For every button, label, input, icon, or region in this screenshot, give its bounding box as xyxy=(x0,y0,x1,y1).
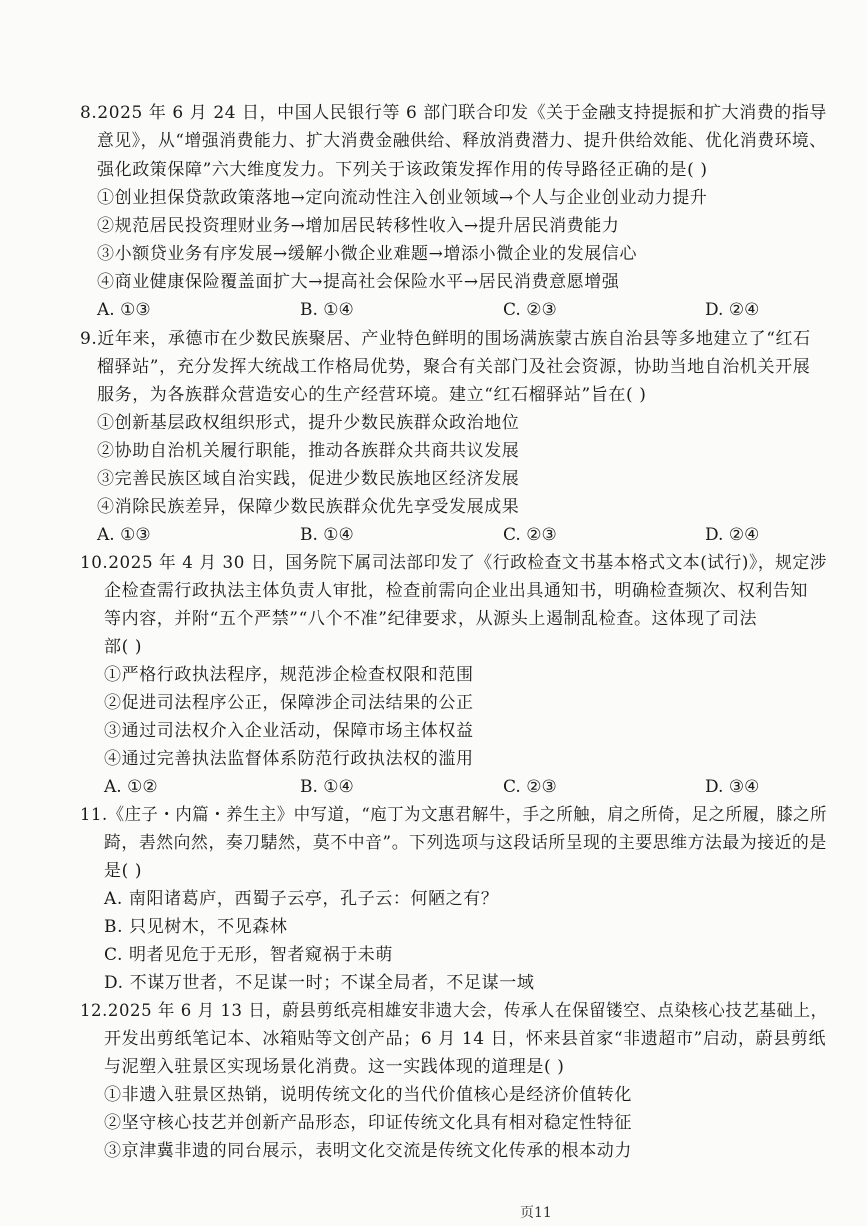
q10-option-d[interactable]: D. ③④ xyxy=(705,777,760,797)
q9-stem-1: 9.近年来，承德市在少数民族聚居、产业特色鲜明的围场满族蒙古族自治县等多地建立了“红石 xyxy=(80,329,811,349)
q11-stem-1: 11.《庄子・内篇・养生主》中写道，“庖丁为文惠君解牛，手之所触，肩之所倚，足之所履，膝之所 xyxy=(80,805,828,825)
q11-option-c[interactable]: C. 明者见危于无形，智者窥祸于未萌 xyxy=(104,945,394,965)
q11-option-d[interactable]: D. 不谋万世者，不足谋一时；不谋全局者，不足谋一域 xyxy=(104,973,535,993)
q8-stem-3: 强化政策保障”六大维度发力。下列关于该政策发挥作用的传导路径正确的是( ) xyxy=(97,160,708,180)
page-footer: 页11 xyxy=(520,1205,552,1221)
q9-statement-4: ④消除民族差异，保障少数民族群众优先享受发展成果 xyxy=(97,497,520,517)
q10-stem-4: 部( ) xyxy=(104,637,143,657)
q9-statement-2: ②协助自治机关履行职能，推动各族群众共商共议发展 xyxy=(97,441,520,461)
q10-option-a[interactable]: A. ①② xyxy=(104,777,158,797)
q9-statement-1: ①创新基层政权组织形式，提升少数民族群众政治地位 xyxy=(97,413,520,433)
q8-statement-4: ④商业健康保险覆盖面扩大→提高社会保险水平→居民消费意愿增强 xyxy=(97,272,620,292)
q9-stem-3: 服务，为各族群众营造安心的生产经营环境。建立“红石榴驿站”旨在( ) xyxy=(97,385,647,405)
q12-stem-3: 与泥塑入驻景区实现场景化消费。这一实践体现的道理是( ) xyxy=(104,1057,565,1077)
q9-option-c[interactable]: C. ②③ xyxy=(503,525,557,545)
q8-statement-2: ②规范居民投资理财业务→增加居民转移性收入→提升居民消费能力 xyxy=(97,216,620,236)
q11-option-a[interactable]: A. 南阳诸葛庐，西蜀子云亭，孔子云：何陋之有？ xyxy=(104,889,499,909)
q9-option-d[interactable]: D. ②④ xyxy=(705,525,760,545)
q8-stem-1: 8.2025 年 6 月 24 日，中国人民银行等 6 部门联合印发《关于金融支持提振和扩大消费的指导 xyxy=(80,103,827,123)
q10-statement-3: ③通过司法权介入企业活动，保障市场主体权益 xyxy=(104,721,474,741)
q10-statement-1: ①严格行政执法程序，规范涉企检查权限和范围 xyxy=(104,665,474,685)
q8-option-a[interactable]: A. ①③ xyxy=(97,300,151,320)
q12-stem-2: 开发出剪纸笔记本、冰箱贴等文创产品；6 月 14 日，怀来县首家“非遗超市”启动，蔚县剪纸 xyxy=(104,1029,827,1049)
q8-statement-1: ①创业担保贷款政策落地→定向流动性注入创业领域→个人与企业创业动力提升 xyxy=(97,188,708,208)
q10-option-b[interactable]: B. ①④ xyxy=(300,777,354,797)
q10-stem-1: 10.2025 年 4 月 30 日，国务院下属司法部印发了《行政检查文书基本格式文本(试行)》，规定涉 xyxy=(80,553,828,573)
q9-option-b[interactable]: B. ①④ xyxy=(300,525,354,545)
q8-option-b[interactable]: B. ①④ xyxy=(300,300,354,320)
q10-statement-4: ④通过完善执法监督体系防范行政执法权的滥用 xyxy=(104,749,474,769)
q11-stem-2: 踦，砉然向然，奏刀騞然，莫不中音”。下列选项与这段话所呈现的主要思维方法最为接近的是 xyxy=(104,833,827,853)
q10-stem-3: 等内容，并附“五个严禁”“八个不准”纪律要求，从源头上遏制乱检查。这体现了司法 xyxy=(104,609,758,629)
q9-statement-3: ③完善民族区域自治实践，促进少数民族地区经济发展 xyxy=(97,469,520,489)
q10-stem-2: 企检查需行政执法主体负责人审批，检查前需向企业出具通知书，明确检查频次、权利告知 xyxy=(104,581,808,601)
q11-option-b[interactable]: B. 只见树木，不见森林 xyxy=(104,917,288,937)
q12-statement-2: ②坚守核心技艺并创新产品形态，印证传统文化具有相对稳定性特征 xyxy=(104,1113,632,1133)
q9-stem-2: 榴驿站”，充分发挥大统战工作格局优势，聚合有关部门及社会资源，协助当地自治机关开展 xyxy=(97,357,811,377)
q9-option-a[interactable]: A. ①③ xyxy=(97,525,151,545)
q8-option-c[interactable]: C. ②③ xyxy=(503,300,557,320)
q8-stem-2: 意见》，从“增强消费能力、扩大消费金融供给、释放消费潜力、提升供给效能、优化消费环境、 xyxy=(97,131,827,151)
q10-statement-2: ②促进司法程序公正，保障涉企司法结果的公正 xyxy=(104,693,474,713)
q8-option-d[interactable]: D. ②④ xyxy=(705,300,760,320)
q11-stem-3: 是( ) xyxy=(104,861,143,881)
q10-option-c[interactable]: C. ②③ xyxy=(503,777,557,797)
q12-statement-1: ①非遗入驻景区热销，说明传统文化的当代价值核心是经济价值转化 xyxy=(104,1085,632,1105)
q12-stem-1: 12.2025 年 6 月 13 日，蔚县剪纸亮相雄安非遗大会，传承人在保留镂空、点染核心技艺基础上， xyxy=(80,1001,828,1021)
q12-statement-3: ③京津冀非遗的同台展示，表明文化交流是传统文化传承的根本动力 xyxy=(104,1141,632,1161)
q8-statement-3: ③小额贷业务有序发展→缓解小微企业难题→增添小微企业的发展信心 xyxy=(97,244,638,264)
